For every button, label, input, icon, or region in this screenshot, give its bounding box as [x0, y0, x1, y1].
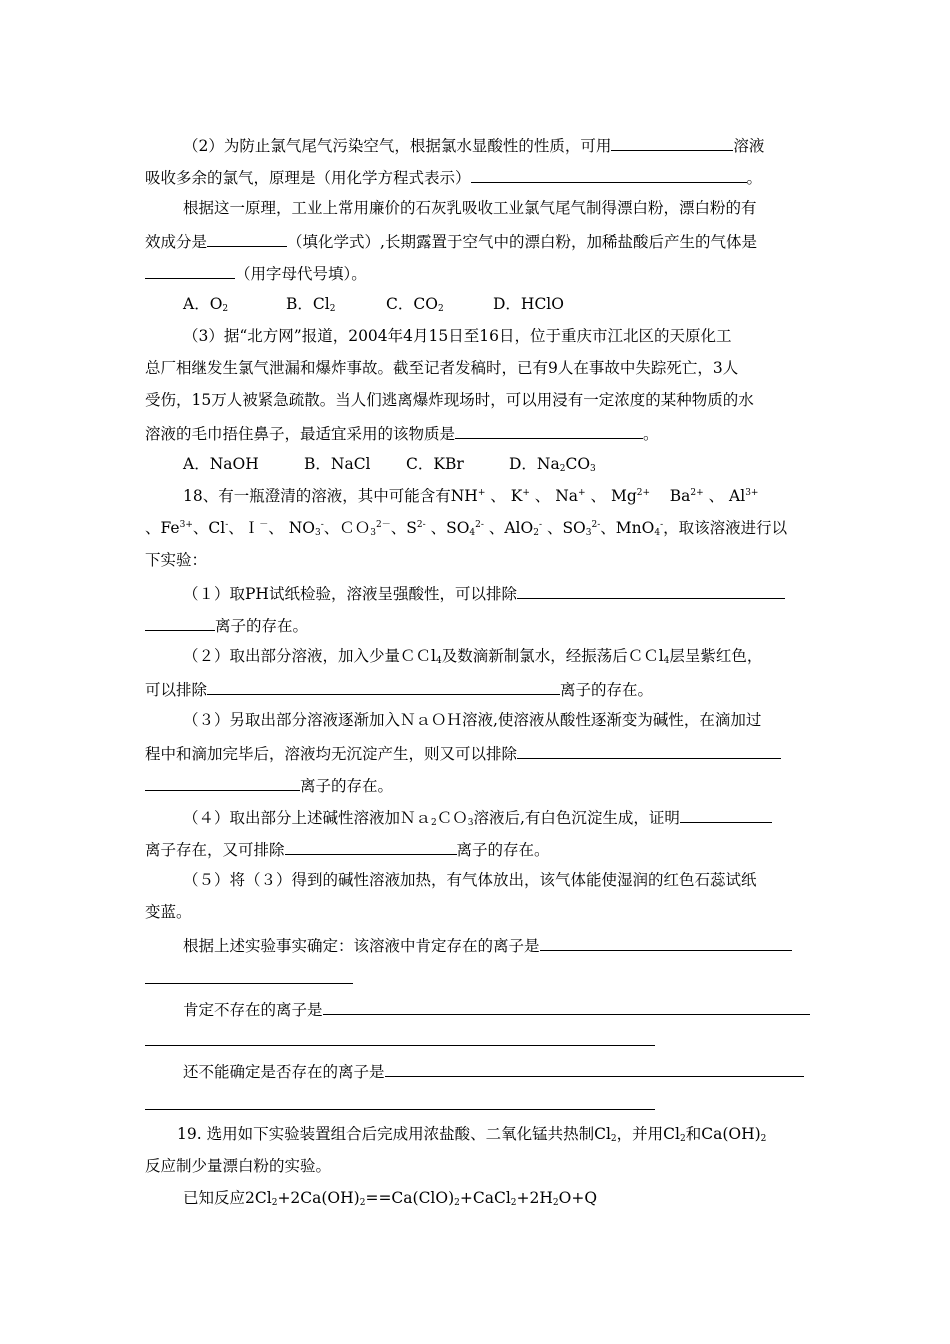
option-b: B．$Cl_2$ [286, 295, 336, 314]
answer-blank[interactable] [540, 933, 792, 951]
answer-blank[interactable] [517, 581, 785, 599]
answer-blank[interactable] [517, 741, 781, 759]
answer-blank[interactable] [680, 805, 772, 823]
q17-p2-line1: （2）为防止氯气尾气污染空气，根据氯水显酸性的性质，可用 溶液 [183, 133, 764, 157]
q18-conclusion-absent: 肯定不存在的离子是 [183, 997, 810, 1021]
q18-intro-line1: 18、有一瓶澄清的溶液，其中可能含有NH+ 、 K+ 、 Na+ 、 $Mg^{2+}$ $Ba^{2+}$ 、 $Al^{3+}$ [183, 487, 759, 505]
answer-blank[interactable] [385, 1059, 804, 1077]
q18-step5-line2: 变蓝。 [145, 903, 192, 921]
ion: $Mg^{2+}$ [610, 487, 651, 505]
q18-step2-line2: 可以排除 离子的存在。 [145, 677, 653, 701]
q17-p3-line2: 总厂相继发生氯气泄漏和爆炸事故。截至记者发稿时，已有9人在事故中失踪死亡，3人 [145, 359, 739, 377]
ion: K+ [510, 487, 530, 505]
q18-step5-line1: （５）将（３）得到的碱性溶液加热，有气体放出，该气体能使湿润的红色石蕊试纸 [183, 871, 757, 889]
q17-p2-line2: 吸收多余的氯气，原理是（用化学方程式表示） 。 [145, 165, 762, 189]
answer-blank[interactable] [145, 261, 235, 279]
answer-line[interactable] [145, 983, 353, 984]
ion: NH+ [450, 487, 486, 505]
answer-blank[interactable] [455, 421, 643, 439]
q18-intro-line2: 、$Fe^{3+}$、Cl-、Ｉ－、 $NO_3^-$、ＣＯ$_3^{2-}$、$S^{2-}$ 、$SO_4^{2-}$ 、AlO$_2$- 、$SO_3^{2-}$、MnO$_4$-，取该溶液进行以 [145, 519, 788, 538]
answer-blank[interactable] [145, 613, 215, 631]
q17-p2-line5: （用字母代号填）。 [145, 261, 367, 285]
option-a: A．NaOH [183, 455, 259, 473]
q18-conclusion-uncertain: 还不能确定是否存在的离子是 [183, 1059, 804, 1083]
q17-p2-line4: 效成分是 （填化学式）,长期露置于空气中的漂白粉，加稀盐酸后产生的气体是 [145, 229, 757, 253]
answer-blank[interactable] [323, 997, 810, 1015]
option-d: D．HClO [493, 295, 564, 313]
q17-p3-line1: （3）据“北方网”报道，2004年4月15日至16日，位于重庆市江北区的天原化工 [183, 327, 732, 345]
answer-line[interactable] [145, 1109, 655, 1110]
q19-line1: 19. 选用如下实验装置组合后完成用浓盐酸、二氧化锰共热制$Cl_2$，并用$Cl_2$和$Ca(OH)_2$ [177, 1125, 767, 1144]
answer-blank[interactable] [611, 133, 733, 151]
q17-p2-options [183, 293, 564, 315]
q19-line2: 反应制少量漂白粉的实验。 [145, 1157, 332, 1175]
option-b: B．NaCl [304, 455, 371, 473]
option-a: A．$O_2$ [183, 295, 229, 314]
q18-conclusion-present: 根据上述实验事实确定：该溶液中肯定存在的离子是 [183, 933, 792, 957]
q19-equation: 已知反应$2Cl_2+2Ca(OH)_2==Ca(ClO)_2+CaCl_2+2H_2O+Q$ [183, 1189, 598, 1208]
q17-p2-line3: 根据这一原理，工业上常用廉价的石灰乳吸收工业氯气尾气制得漂白粉，漂白粉的有 [183, 199, 757, 217]
answer-line[interactable] [145, 1045, 655, 1046]
q17-p3-options [183, 453, 596, 475]
q18-step4-line1: （４）取出部分上述碱性溶液加Ｎａ$_2$ＣＯ$_3$溶液后,有白色沉淀生成，证明 [183, 805, 772, 829]
q17-p3-line4: 溶液的毛巾捂住鼻子，最适宜采用的该物质是 。 [145, 421, 659, 445]
answer-blank[interactable] [471, 165, 747, 183]
q18-step2-line1: （２）取出部分溶液，加入少量ＣＣl$_4$及数滴新制氯水，经振荡后ＣＣl$_4$层呈紫红色， [183, 647, 763, 666]
q18-step3-line1: （３）另取出部分溶液逐渐加入ＮａＯＨ溶液,使溶液从酸性逐渐变为碱性，在滴加过 [183, 711, 762, 729]
q18-step4-line2: 离子存在，又可排除 离子的存在。 [145, 837, 550, 861]
option-d: D．$Na_2CO_3$ [509, 455, 596, 474]
q18-step1-line2: 离子的存在。 [145, 613, 308, 637]
q18-step1-line1: （１）取PH试纸检验，溶液呈强酸性，可以排除 [183, 581, 785, 605]
answer-blank[interactable] [207, 229, 287, 247]
option-c: C．$CO_2$ [386, 295, 444, 314]
option-c: C．KBr [406, 455, 464, 473]
ion: Na+ [555, 487, 586, 505]
answer-blank[interactable] [145, 773, 300, 791]
ion: $Ba^{2+}$ [669, 487, 704, 505]
ion: $Al^{3+}$ [729, 487, 759, 505]
answer-blank[interactable] [285, 837, 457, 855]
answer-blank[interactable] [207, 677, 560, 695]
q17-p3-line3: 受伤，15万人被紧急疏散。当人们逃离爆炸现场时，可以用浸有一定浓度的某种物质的水 [145, 391, 754, 409]
q18-step3-line3: 离子的存在。 [145, 773, 393, 797]
q18-intro-line3: 下实验： [145, 551, 208, 569]
q18-step3-line2: 程中和滴加完毕后，溶液均无沉淀产生，则又可以排除 [145, 741, 781, 765]
